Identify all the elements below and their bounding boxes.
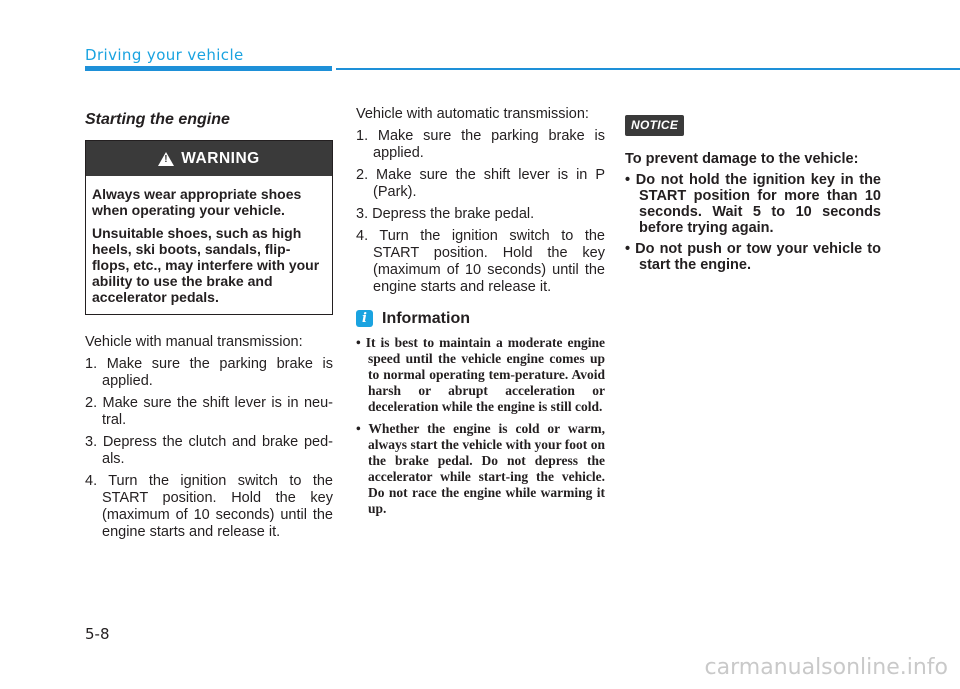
information-title: Information — [382, 310, 470, 327]
manual-step: 3. Depress the clutch and brake ped-als. — [85, 434, 333, 467]
manual-step: 2. Make sure the shift lever is in neu-tral. — [85, 395, 333, 428]
information-bullet: • Whether the engine is cold or warm, always start the vehicle with your foot on the brake pedal. Do not depress the accelerator while start-ing the vehicle. Do not race the engine while warming it up. — [356, 421, 605, 516]
column-right — [625, 106, 881, 278]
notice-badge: NOTICE — [625, 115, 684, 136]
header-title: Driving your vehicle — [85, 46, 244, 64]
warning-paragraph: Unsuitable shoes, such as high heels, ski boots, sandals, flip-flops, etc., may interfere with your ability to use the brake and accelerator pedals. — [92, 225, 320, 305]
section-title: Starting the engine — [85, 111, 230, 128]
warning-header — [86, 141, 332, 176]
manual-step: 1. Make sure the parking brake is applied. — [85, 356, 333, 389]
column-middle — [356, 106, 605, 523]
page-number: 5-8 — [85, 625, 110, 643]
automatic-step: 2. Make sure the shift lever is in P (Park). — [356, 167, 605, 200]
information-bullet: • It is best to maintain a moderate engine speed until the vehicle engine comes up to normal operating tem-perature. Avoid harsh or abrupt acceleration or deceleration while the engine is still cold. — [356, 335, 605, 414]
automatic-steps — [356, 128, 605, 296]
automatic-step: 4. Turn the ignition switch to the START position. Hold the key (maximum of 10 seconds) until the engine starts and release it. — [356, 228, 605, 295]
information-list — [356, 335, 605, 517]
information-header — [356, 310, 605, 327]
header-rule-thick — [85, 66, 332, 71]
warning-box — [85, 140, 333, 315]
warning-triangle-icon — [158, 152, 174, 166]
notice-bullet: • Do not push or tow your vehicle to start the engine. — [625, 241, 881, 273]
warning-paragraph: Always wear appropriate shoes when operating your vehicle. — [92, 186, 302, 218]
notice-title: To prevent damage to the vehicle: — [625, 151, 859, 167]
information-icon: i — [356, 310, 373, 327]
header-rule-thin — [336, 68, 960, 70]
automatic-intro: Vehicle with automatic transmission: — [356, 106, 589, 122]
automatic-step: 1. Make sure the parking brake is applied. — [356, 128, 605, 161]
warning-label: WARNING — [181, 150, 260, 167]
notice-list — [625, 172, 881, 273]
automatic-step: 3. Depress the brake pedal. — [356, 206, 535, 222]
warning-body — [86, 176, 332, 314]
manual-steps — [85, 356, 333, 541]
manual-intro: Vehicle with manual transmission: — [85, 334, 303, 350]
column-left — [85, 106, 333, 546]
manual-step: 4. Turn the ignition switch to the START position. Hold the key (maximum of 10 seconds) until the engine starts and release it. — [85, 473, 333, 540]
watermark: carmanualsonline.info — [704, 655, 948, 680]
notice-bullet: • Do not hold the ignition key in the START position for more than 10 seconds. Wait 5 to 10 seconds before trying again. — [625, 172, 881, 236]
